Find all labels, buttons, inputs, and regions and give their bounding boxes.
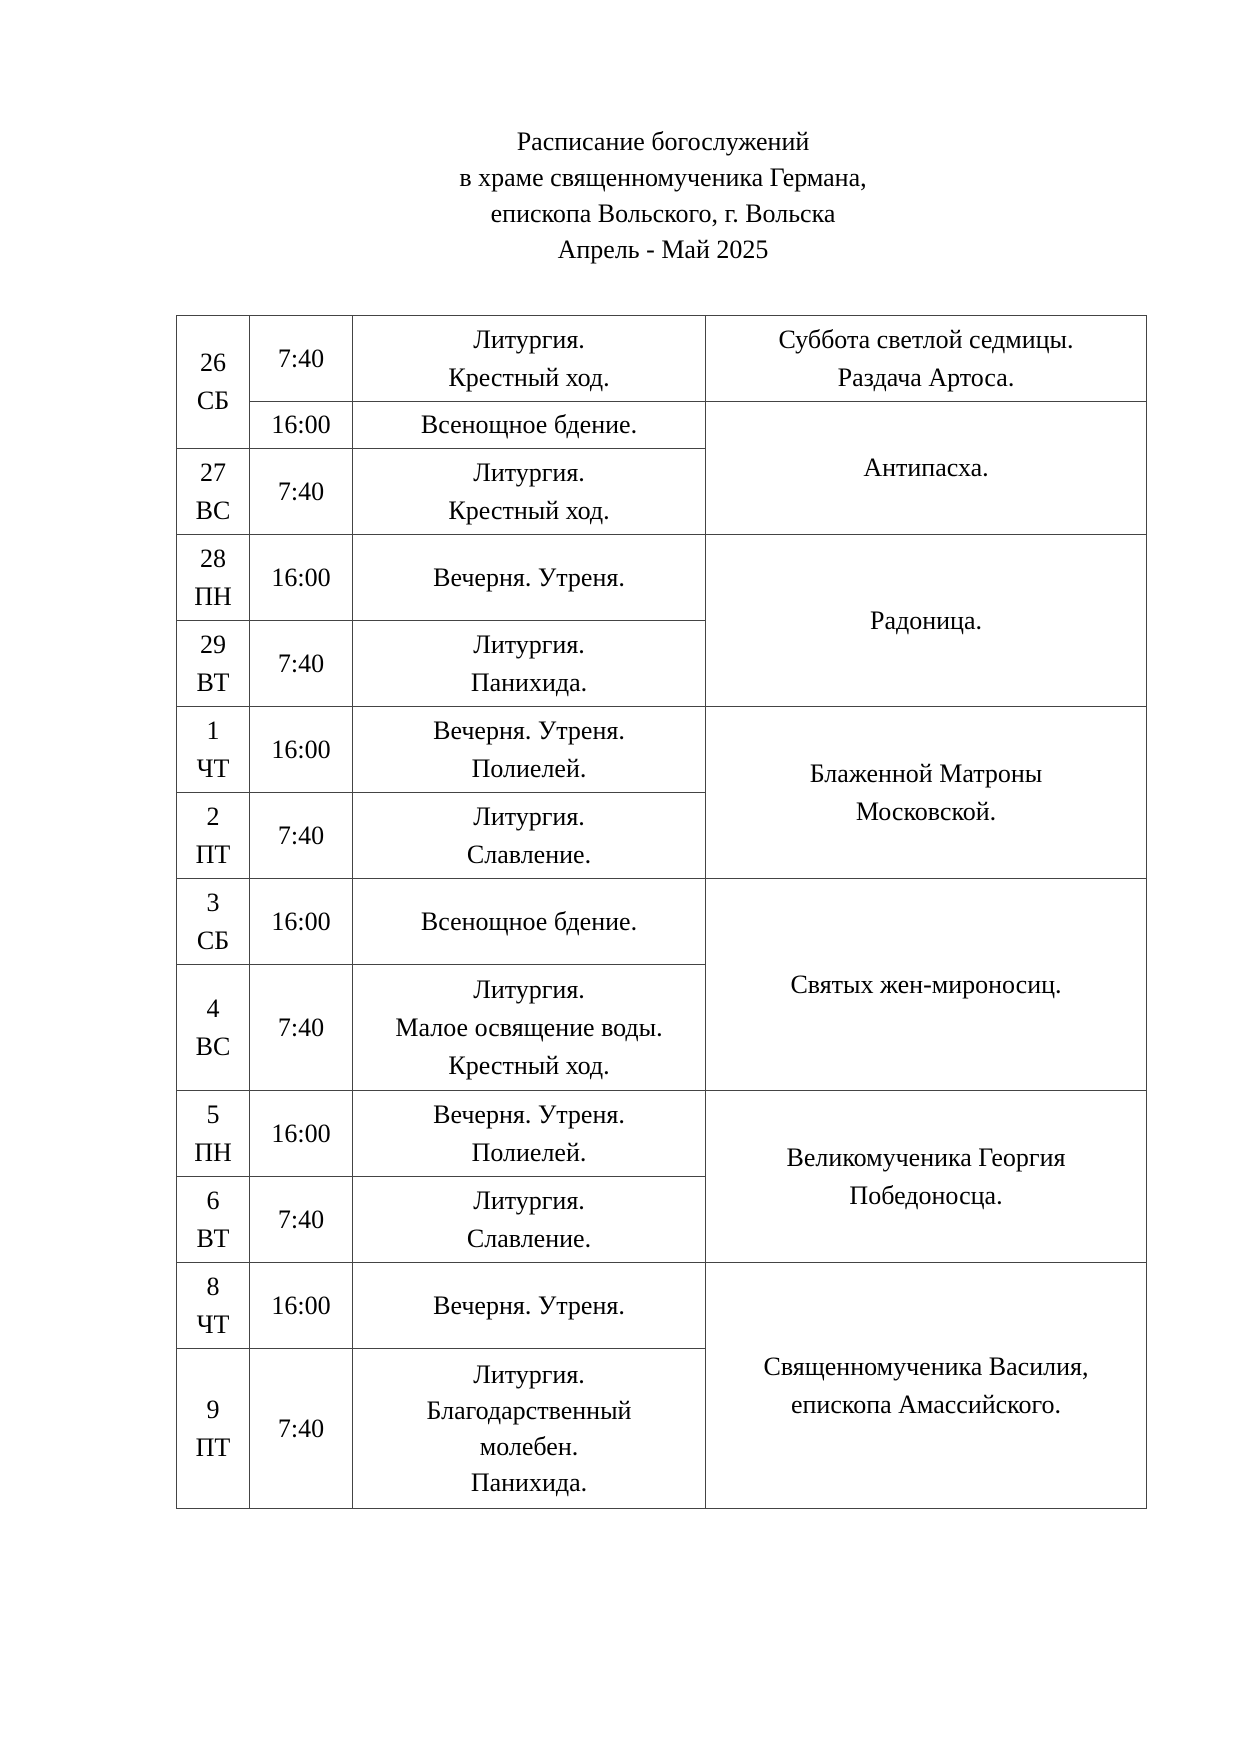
day-number: 28 [200, 543, 226, 573]
time-cell: 16:00 [250, 1263, 353, 1349]
service-line: Полиелей. [471, 1137, 587, 1167]
table-row [177, 316, 1147, 402]
service-cell [353, 316, 706, 402]
day-number: 5 [206, 1099, 220, 1129]
day-number: 29 [200, 629, 226, 659]
service-line: Славление. [466, 839, 592, 869]
feast-line: Блаженной Матроны [809, 758, 1043, 788]
service-cell [353, 535, 706, 621]
service-line: Всенощное бдение. [420, 410, 638, 439]
table-row [177, 1091, 1147, 1177]
day-number: 1 [206, 715, 220, 745]
day-cell [177, 316, 250, 449]
service-cell [353, 621, 706, 707]
day-number: 6 [206, 1185, 220, 1215]
feast-line: Святых жен-мироносиц. [790, 969, 1062, 999]
day-cell [177, 1177, 250, 1263]
day-weekday: ВТ [196, 667, 230, 697]
feast-line: Раздача Артоса. [837, 362, 1015, 392]
service-line: Литургия. [473, 629, 585, 659]
day-cell [177, 1263, 250, 1349]
day-number: 8 [206, 1271, 220, 1301]
day-number: 2 [206, 801, 220, 831]
service-line: Литургия. [473, 457, 585, 487]
service-cell [353, 1263, 706, 1349]
day-cell [177, 621, 250, 707]
service-line: молебен. [479, 1431, 579, 1461]
day-weekday: ПН [194, 1137, 232, 1167]
day-weekday: ПН [194, 581, 232, 611]
feast-cell [706, 707, 1147, 879]
time-cell: 16:00 [250, 879, 353, 965]
service-line: Вечерня. Утреня. [433, 715, 625, 745]
time-cell: 7:40 [250, 621, 353, 707]
table-row [177, 402, 1147, 449]
service-cell [353, 965, 706, 1091]
feast-cell [706, 1263, 1147, 1509]
feast-cell [706, 535, 1147, 707]
service-cell [353, 402, 706, 449]
title-line-2: в храме священномученика Германа, [459, 163, 867, 192]
day-weekday: ВС [195, 1031, 231, 1061]
title-line-4: Апрель - Май 2025 [557, 235, 769, 264]
service-line: Панихида. [470, 667, 588, 697]
time-cell: 7:40 [250, 449, 353, 535]
service-line: Литургия. [473, 801, 585, 831]
day-cell [177, 1091, 250, 1177]
title-line-1: Расписание богослужений [516, 127, 810, 156]
service-cell [353, 1177, 706, 1263]
day-weekday: ВС [195, 495, 231, 525]
feast-cell [706, 1091, 1147, 1263]
day-weekday: СБ [196, 925, 230, 955]
day-number: 9 [206, 1394, 220, 1424]
service-line: Литургия. [473, 974, 585, 1004]
day-number: 27 [200, 457, 226, 487]
service-line: Благодарственный [426, 1395, 632, 1425]
service-line: Панихида. [470, 1467, 588, 1497]
day-weekday: ЧТ [196, 753, 230, 783]
day-number: 3 [206, 887, 220, 917]
time-cell: 16:00 [250, 707, 353, 793]
time-cell: 7:40 [250, 1349, 353, 1509]
day-number: 4 [206, 993, 220, 1023]
day-weekday: СБ [196, 386, 230, 415]
feast-line: Суббота светлой седмицы. [778, 324, 1074, 354]
time-cell: 16:00 [250, 1091, 353, 1177]
time-cell: 16:00 [250, 402, 353, 449]
service-cell [353, 449, 706, 535]
feast-line: Антипасха. [863, 453, 989, 482]
service-line: Полиелей. [471, 753, 587, 783]
day-weekday: ПТ [195, 839, 231, 869]
time-cell: 16:00 [250, 535, 353, 621]
feast-line: Радоница. [869, 605, 982, 635]
service-line: Вечерня. Утреня. [433, 562, 625, 592]
feast-cell [706, 402, 1147, 535]
feast-line: Московской. [855, 796, 997, 826]
day-weekday: ПТ [195, 1432, 231, 1462]
time-cell: 7:40 [250, 316, 353, 402]
service-line: Славление. [466, 1223, 592, 1253]
day-weekday: ВТ [196, 1223, 230, 1253]
service-line: Крестный ход. [448, 362, 610, 392]
day-weekday: ЧТ [196, 1309, 230, 1339]
day-cell [177, 535, 250, 621]
service-line: Всенощное бдение. [420, 906, 638, 936]
table-row [177, 707, 1147, 793]
time-cell: 7:40 [250, 965, 353, 1091]
service-line: Крестный ход. [448, 1050, 610, 1080]
service-line: Литургия. [473, 1185, 585, 1215]
document-header [0, 124, 1241, 268]
time-cell: 7:40 [250, 1177, 353, 1263]
service-cell [353, 1349, 706, 1509]
service-line: Вечерня. Утреня. [433, 1290, 625, 1320]
day-cell [177, 449, 250, 535]
time-cell: 7:40 [250, 793, 353, 879]
feast-cell [706, 316, 1147, 402]
service-cell [353, 793, 706, 879]
day-number: 26 [200, 348, 226, 377]
table-row [177, 1263, 1147, 1349]
table-row [177, 879, 1147, 965]
service-cell [353, 707, 706, 793]
service-cell [353, 879, 706, 965]
service-line: Крестный ход. [448, 495, 610, 525]
schedule-table [176, 315, 1147, 1509]
service-line: Вечерня. Утреня. [433, 1099, 625, 1129]
feast-line: Победоносца. [849, 1180, 1003, 1210]
service-line: Малое освящение воды. [395, 1012, 663, 1042]
day-cell [177, 1349, 250, 1509]
service-line: Литургия. [473, 1359, 585, 1389]
feast-cell [706, 879, 1147, 1091]
service-line: Литургия. [473, 324, 585, 354]
feast-line: Великомученика Георгия [786, 1142, 1066, 1172]
feast-line: епископа Амассийского. [790, 1389, 1062, 1419]
service-cell [353, 1091, 706, 1177]
day-cell [177, 879, 250, 965]
day-cell [177, 707, 250, 793]
table-row [177, 535, 1147, 621]
title-line-3: епископа Вольского, г. Вольска [490, 199, 836, 228]
day-cell [177, 793, 250, 879]
feast-line: Священномученика Василия, [763, 1351, 1089, 1381]
day-cell [177, 965, 250, 1091]
